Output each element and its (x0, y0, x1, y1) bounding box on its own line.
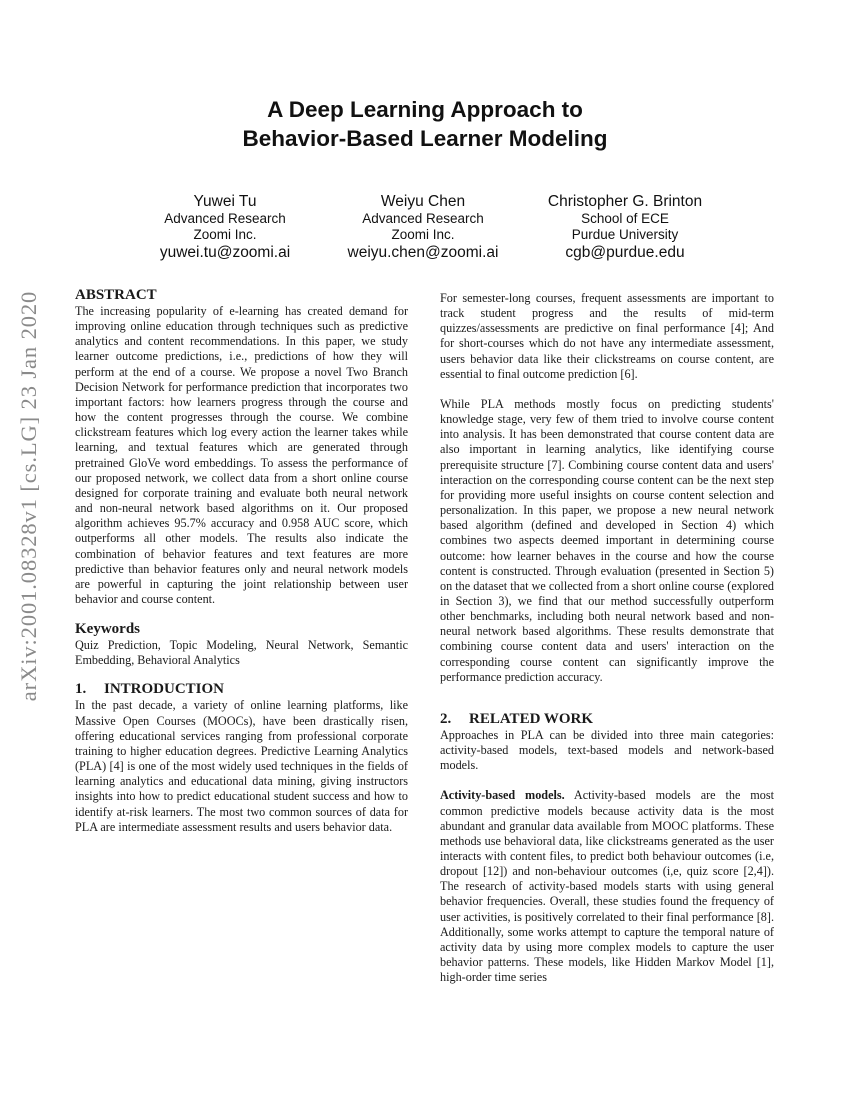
activity-based-label: Activity-based models. (440, 788, 565, 803)
paper-title (0, 95, 850, 153)
related-work-intro: Approaches in PLA can be divided into three main categories: activity-based models, text-based models and network-based models. (440, 727, 774, 773)
right-column (440, 291, 774, 985)
activity-based-text: Activity-based models are the most common predictive models because activity data is the most abundant and granular data available from MOOC platforms. These methods use behavioral data, like clickstreams generated as the user interacts with content files, to predict both behaviour outcomes (i.e, dropout [12]) and non-behaviour outcomes (i,e, quiz score [2,4]). The research of activity-based models starts with using general behavior frequencies. Overall, these studies found the frequency of user activities, is positively correlated to their final performance [8]. Additionally, some works attempt to capture the temporal nature of activity data by using more complex models to capture the user behavior patterns. These models, like Hidden Markov Model [1], high-order time series (440, 788, 774, 985)
author-institution: Purdue University (571, 227, 679, 242)
author-name: Christopher G. Brinton (547, 193, 703, 210)
intro-paragraph-2: For semester-long courses, frequent assessments are important to track student progress and the results of mid-term quizzes/assessments are predictive on final performance [4]; And for short-courses which do not have any intermediate assessment, users behavior data like their clickstreams on course content, are essential to final outcome prediction [6]. (440, 291, 774, 381)
author-affiliation: Advanced Research (164, 211, 286, 226)
keywords-heading: Keywords (75, 621, 140, 638)
author-email: yuwei.tu@zoomi.ai (159, 244, 291, 261)
author-email: cgb@purdue.edu (565, 244, 685, 261)
introduction-text: In the past decade, a variety of online learning platforms, like Massive Open Courses (MOOCs), have been drastically risen, offering educational services ranging from professional corporate training to higher education degrees. Predictive Learning Analytics (PLA) [4] is one of the most widely used techniques in the fields of learning analytics and educational data mining, giving instructors insights into how to predict educational student success and how to identify at-risk learners. The most two common sources of data for PLA are intermediate assessment results and users behavior data. (75, 698, 408, 834)
section-number: 2. (440, 710, 452, 727)
author-affiliation: Advanced Research (362, 211, 484, 226)
left-column (75, 287, 408, 835)
author-block-1 (140, 192, 310, 262)
title-line-1: A Deep Learning Approach to (267, 97, 583, 122)
author-block-2 (333, 192, 513, 262)
section-number: 1. (75, 681, 87, 698)
section-title: INTRODUCTION (104, 681, 225, 698)
author-name: Yuwei Tu (193, 193, 257, 210)
keywords-text: Quiz Prediction, Topic Modeling, Neural Network, Semantic Embedding, Behavioral Analytics (75, 638, 408, 668)
title-line-2: Behavior-Based Learner Modeling (242, 126, 608, 151)
arxiv-identifier (4, 290, 54, 702)
intro-paragraph-3: While PLA methods mostly focus on predicting students' knowledge stage, very few of them tried to involve course content into analysis. It has been demonstrated that course content data are also important in learning analytics, like identifying course prerequisite structure [7]. Combining course content data and users' interaction on the corresponding course content can be the next step for providing more useful insights on course content selection and personalization. In this paper, we propose a new neural network based algorithm (defined and developed in Section 4) which combines two aspects deemed important in determining course outcome: how learner behaves in the course and how the course content is constructed. Through evaluation (presented in Section 5) on the dataset that we collected from a short online course (explored in Section 3), we find that our method successfully outperform other benchmarks, including both neural network based and non-neural network based algorithms. These results demonstrate that combining course content data and users' interaction on the corresponding course content can significantly improve the performance prediction accuracy. (440, 396, 774, 684)
author-institution: Zoomi Inc. (193, 227, 257, 242)
abstract-heading: ABSTRACT (75, 287, 157, 303)
arxiv-identifier-text: arXiv:2001.08328v1 [cs.LG] 23 Jan 2020 (16, 290, 41, 702)
section-title: RELATED WORK (469, 710, 594, 727)
author-name: Weiyu Chen (380, 193, 466, 210)
author-email: weiyu.chen@zoomi.ai (347, 244, 499, 261)
author-block-3 (535, 192, 715, 262)
related-work-heading (440, 711, 774, 728)
author-institution: Zoomi Inc. (391, 227, 455, 242)
abstract-text: The increasing popularity of e-learning has created demand for improving online education through techniques such as predictive analytics and content recommendations. In this paper, we study learner outcome predictions, i.e., predictions of how they will perform at the end of a course. We propose a novel Two Branch Decision Network for performance prediction that incorporates two important factors: how learners progress through the course and how the content progresses through the course. We combine clickstream features which log every action the learner takes while learning, and textual features which are generated through pretrained GloVe word embeddings. To assess the performance of our proposed network, we collect data from a short online course designed for corporate training and evaluate both neural network and non-neural network based algorithms on it. Our proposed algorithm achieves 95.7% accuracy and 0.958 AUC score, which outperforms all other models. The results also indicate the combination of behavior features and text features are more predictive than behavior features only and neural network models are powerful in capturing the joint relationship between user behavior and course content. (75, 304, 408, 606)
introduction-heading (75, 681, 408, 698)
activity-based-paragraph (440, 788, 774, 985)
author-affiliation: School of ECE (581, 211, 669, 226)
